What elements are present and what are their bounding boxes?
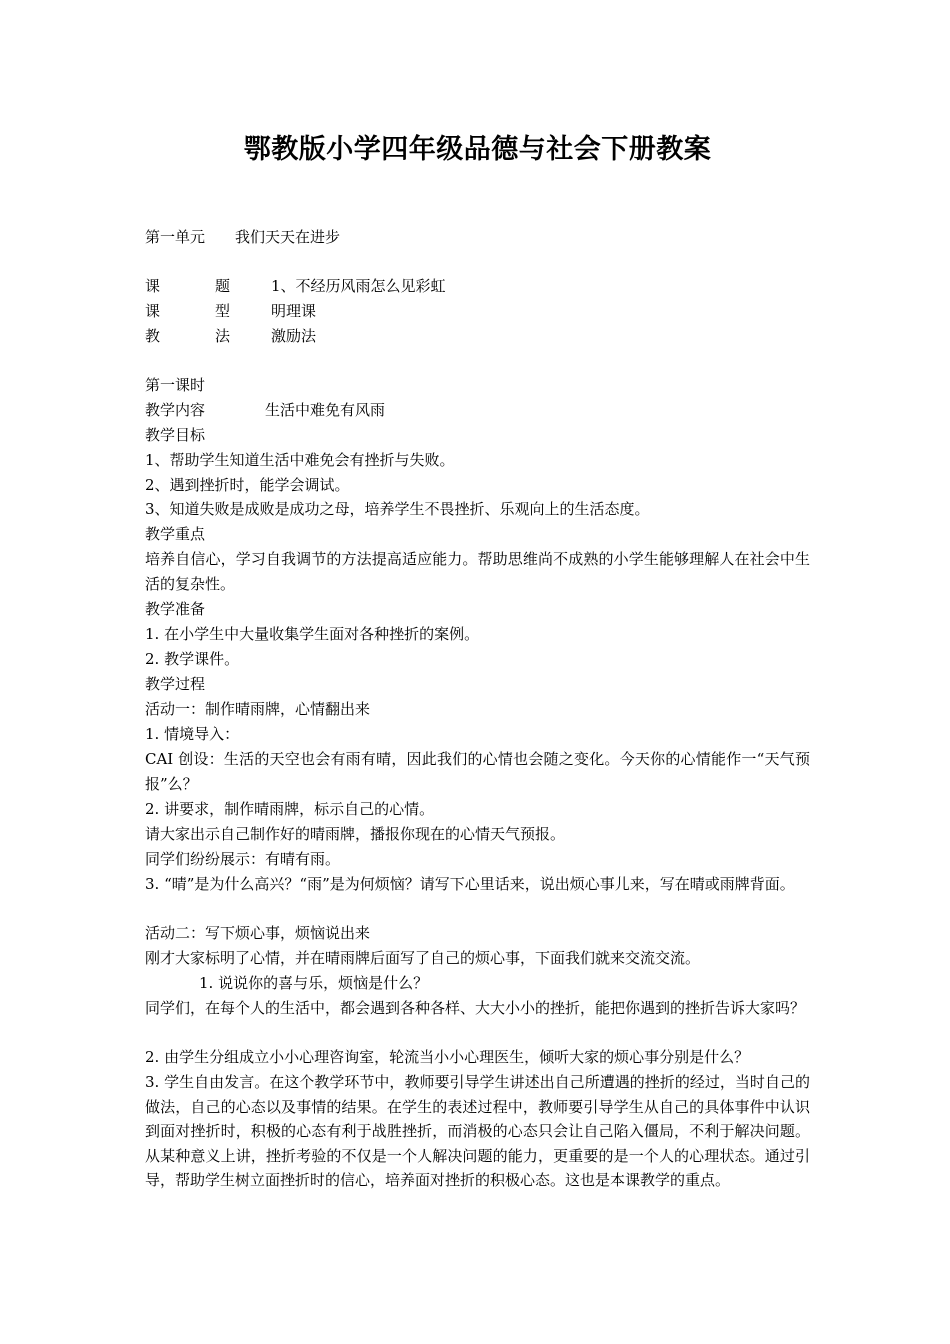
activity-1-cai: CAI 创设：生活的天空也会有雨有晴，因此我们的心情也会随之变化。今天你的心情能作一“天气预报”么？ [145,750,810,793]
meta-key-3a: 教 [145,327,161,345]
prep-heading: 教学准备 [145,600,206,618]
activity-2-intro: 刚才大家标明了心情，并在晴雨牌后面写了自己的烦心事，下面我们就来交流交流。 [145,949,701,967]
activity-1-step-2b: 请大家出示自己制作好的晴雨牌，播报你现在的心情天气预报。 [145,825,566,843]
goal-item-2: 2、遇到挫折时，能学会调试。 [145,476,350,494]
meta-value-method: 激励法 [271,327,317,345]
meta-method [145,324,810,348]
activity-2-heading: 活动二：写下烦心事，烦恼说出来 [145,924,371,942]
activity-1-step-1: 1. 情境导入： [145,725,240,743]
goals-heading: 教学目标 [145,426,206,444]
meta-topic [145,274,810,298]
activity-2-step-1b: 同学们，在每个人的生活中，都会遇到各种各样、大大小小的挫折，能把你遇到的挫折告诉大家吗？ [145,999,806,1017]
key-text: 培养自信心，学习自我调节的方法提高适应能力。帮助思维尚不成熟的小学生能够理解人在社会中生活的复杂性。 [145,550,810,593]
activity-2-step-2: 2. 由学生分组成立小小心理咨询室，轮流当小小心理医生，倾听大家的烦心事分别是什么？ [145,1048,750,1066]
meta-type [145,299,810,323]
prep-item-2: 2. 教学课件。 [145,650,240,668]
document-title: 鄂教版小学四年级品德与社会下册教案 [243,134,712,165]
meta-key-3b: 法 [215,327,231,345]
activity-1-heading: 活动一：制作晴雨牌，心情翻出来 [145,700,371,718]
lesson-heading: 第一课时 [145,376,206,394]
unit-line [145,225,810,249]
meta-key-2b: 型 [215,302,231,320]
activity-2-step-1: 1. 说说你的喜与乐，烦恼是什么？ [199,974,429,992]
meta-value-type: 明理课 [271,302,317,320]
key-heading: 教学重点 [145,525,206,543]
activity-1-step-3: 3. “晴”是为什么高兴？“雨”是为何烦恼？请写下心里话来，说出烦心事儿来，写在晴或雨牌背面。 [145,875,795,893]
activity-1-step-2: 2. 讲要求，制作晴雨牌，标示自己的心情。 [145,800,435,818]
meta-key-1a: 课 [145,277,161,295]
activity-1-step-2c: 同学们纷纷展示：有晴有雨。 [145,850,341,868]
content-value: 生活中难免有风雨 [265,401,386,419]
content-line [145,398,810,422]
meta-value-topic: 1、不经历风雨怎么见彩虹 [271,277,446,295]
activity-2-step-3: 3. 学生自由发言。在这个教学环节中，教师要引导学生讲述出自己所遭遇的挫折的经过，当时自己的做法，自己的心态以及事情的结果。在学生的表述过程中，教师要引导学生从自己的具体事件中认识到面对挫折时，积极的心态有利于战胜挫折，而消极的心态只会让自己陷入僵局，不利于解决问题。从某种意义上讲，挫折考验的不仅是一个人解决问题的能力，更重要的是一个人的心理状态。通过引导，帮助学生树立面挫折时的信心，培养面对挫折的积极心态。这也是本课教学的重点。 [145,1073,810,1189]
goal-item-3: 3、知道失败是成败是成功之母，培养学生不畏挫折、乐观向上的生活态度。 [145,500,650,518]
content-label: 教学内容 [145,401,206,419]
meta-key-1b: 题 [215,277,231,295]
meta-key-2a: 课 [145,302,161,320]
process-heading: 教学过程 [145,675,206,693]
unit-name: 我们天天在进步 [235,228,341,246]
prep-item-1: 1. 在小学生中大量收集学生面对各种挫折的案例。 [145,625,480,643]
goal-item-1: 1、帮助学生知道生活中难免会有挫折与失败。 [145,451,455,469]
unit-label: 第一单元 [145,228,206,246]
